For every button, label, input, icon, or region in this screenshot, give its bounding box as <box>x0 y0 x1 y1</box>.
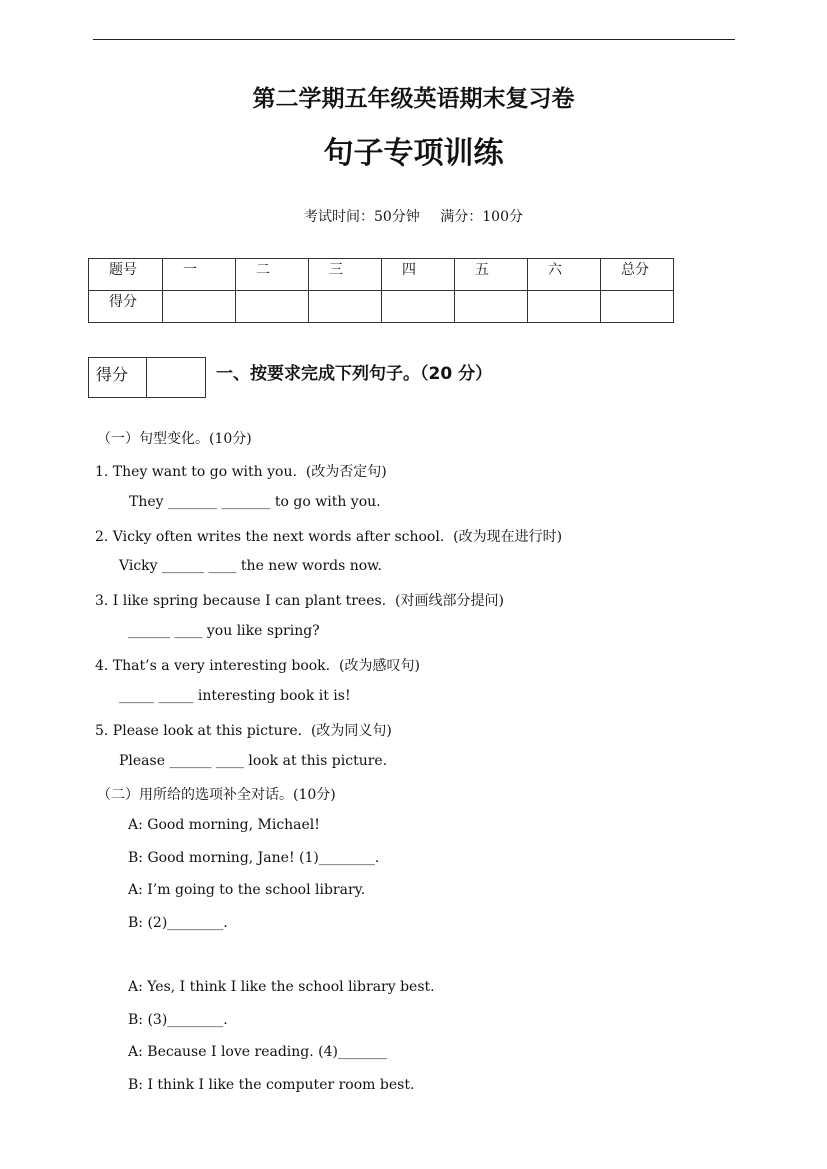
question-3: 3. I like spring because I can plant trees. (对画线部分提问) <box>95 593 504 609</box>
score-label-cell: 得分 <box>89 291 163 323</box>
dialogue-line[interactable]: A: Because I love reading. (4)_______ <box>128 1044 387 1060</box>
answer-line-3[interactable]: ______ ____ you like spring? <box>128 623 320 639</box>
score-cell: 六 <box>528 259 601 291</box>
full-score: 满分：100分 <box>440 209 523 225</box>
score-cell: 三 <box>309 259 382 291</box>
answer-line-1[interactable]: They _______ _______ to go with you. <box>129 494 381 510</box>
score-entry-cell[interactable] <box>309 291 382 323</box>
question-5: 5. Please look at this picture. (改为同义句) <box>95 723 392 739</box>
score-entry-cell[interactable] <box>455 291 528 323</box>
dialogue-line: A: Yes, I think I like the school library best. <box>128 979 435 995</box>
dialogue-line[interactable]: B: Good morning, Jane! (1)________. <box>128 850 380 866</box>
dialogue-line: B: I think I like the computer room best. <box>128 1077 415 1093</box>
grader-label: 得分 <box>89 358 147 397</box>
question-4: 4. That’s a very interesting book. (改为感叹句) <box>95 658 420 674</box>
section1-heading: 一、按要求完成下列句子。（20 分） <box>216 364 493 384</box>
score-cell: 二 <box>236 259 309 291</box>
answer-line-4[interactable]: _____ _____ interesting book it is! <box>119 688 351 704</box>
page-title: 第二学期五年级英语期末复习卷 <box>252 85 575 112</box>
question-2: 2. Vicky often writes the next words after school. (改为现在进行时) <box>95 529 563 545</box>
question-1: 1. They want to go with you. (改为否定句) <box>95 464 387 480</box>
grader-score-entry[interactable] <box>147 358 205 397</box>
score-table-score-row <box>89 291 674 323</box>
answer-line-2[interactable]: Vicky ______ ____ the new words now. <box>119 558 382 574</box>
score-entry-cell[interactable] <box>382 291 455 323</box>
dialogue-line[interactable]: B: (2)________. <box>128 915 228 931</box>
header-rule <box>93 39 735 40</box>
score-table <box>88 258 674 323</box>
score-cell: 一 <box>163 259 236 291</box>
dialogue-line: A: I’m going to the school library. <box>128 882 366 898</box>
dialogue-line: A: Good morning, Michael! <box>128 817 320 833</box>
score-entry-cell[interactable] <box>236 291 309 323</box>
part1-heading: （一）句型变化。(10分) <box>97 431 252 447</box>
page-subtitle: 句子专项训练 <box>323 136 504 171</box>
grader-box <box>88 357 206 398</box>
score-table-header-row <box>89 259 674 291</box>
score-cell: 总分 <box>601 259 674 291</box>
exam-info <box>0 206 827 226</box>
exam-time: 考试时间：50分钟 <box>303 209 420 225</box>
answer-line-5[interactable]: Please ______ ____ look at this picture. <box>119 753 388 769</box>
part2-heading: （二）用所给的选项补全对话。(10分) <box>97 787 336 803</box>
score-entry-cell[interactable] <box>528 291 601 323</box>
score-entry-cell[interactable] <box>163 291 236 323</box>
score-cell: 题号 <box>89 259 163 291</box>
dialogue-line[interactable]: B: (3)________. <box>128 1012 228 1028</box>
score-entry-cell[interactable] <box>601 291 674 323</box>
score-cell: 四 <box>382 259 455 291</box>
score-cell: 五 <box>455 259 528 291</box>
